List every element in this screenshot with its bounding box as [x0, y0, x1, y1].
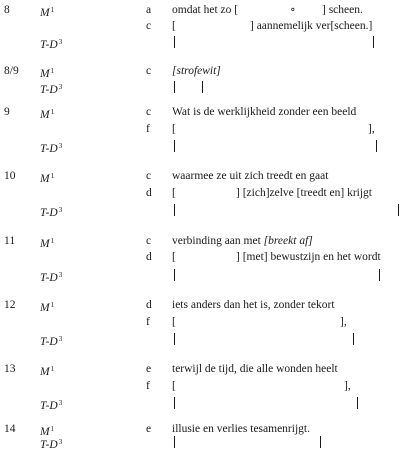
line-number: 14: [4, 423, 16, 435]
variant-text: terwijl de tijd, die alle wonden heelt: [172, 363, 338, 375]
witness-td3: $T-D^3$: [40, 399, 63, 412]
variant-text: omdat het zo [: [172, 4, 239, 16]
witness-td3: $T-D^3$: [40, 335, 63, 348]
witness-td3: $T-D^3$: [40, 271, 63, 284]
collation-bar: [174, 204, 175, 216]
variant-text: iets anders dan het is, zonder tekort: [172, 299, 335, 311]
witness-td3-row: [0, 202, 406, 218]
variant-text: [strofewit]: [172, 65, 221, 77]
variant-text: illusie en verlies tesamenrijgt.: [172, 423, 310, 435]
witness-td3: $T-D^3$: [40, 206, 63, 219]
apparatus-line-12-variant: [0, 314, 406, 330]
witness-m1: $M^1$: [40, 237, 55, 250]
line-number: 13: [4, 363, 16, 375]
collation-bar: [174, 140, 175, 152]
column-letter: d: [146, 187, 152, 199]
line-number: 11: [4, 235, 16, 247]
variant-bracket: [: [172, 316, 176, 328]
witness-td3-row: [0, 138, 406, 154]
line-number: 12: [4, 299, 16, 311]
apparatus-line-11: [0, 233, 406, 249]
variant-bracket: [: [172, 20, 176, 32]
apparatus-line-13: [0, 361, 406, 377]
variant-text: ] aannemelijk ver[scheen.]: [250, 20, 373, 32]
variant-text: ] [zich]zelve [treedt en] krijgt: [236, 187, 373, 199]
witness-td3: $T-D^3$: [40, 38, 63, 51]
witness-m1: $M^1$: [40, 6, 55, 19]
collation-bar: [174, 436, 175, 448]
witness-td3: $T-D^3$: [40, 438, 63, 451]
variant-bracket: ],: [340, 316, 347, 328]
apparatus-line-9: [0, 104, 406, 120]
column-letter: c: [146, 20, 152, 32]
witness-td3-row: [0, 267, 406, 283]
variant-bracket: [: [172, 123, 176, 135]
column-letter: f: [146, 380, 150, 392]
apparatus-line-10-variant: [0, 185, 406, 201]
witness-m1: $M^1$: [40, 365, 55, 378]
column-letter: d: [146, 299, 152, 311]
apparatus-line-8: [0, 2, 406, 18]
variant-bracket: [: [172, 187, 176, 199]
line-number: 8/9: [4, 65, 19, 77]
collation-bar: [174, 397, 175, 409]
collation-bar: [398, 204, 399, 216]
apparatus-line-8-variant: [0, 18, 406, 34]
line-number: 10: [4, 170, 16, 182]
witness-td3: $T-D^3$: [40, 83, 63, 96]
witness-m1: $M^1$: [40, 425, 55, 438]
column-letter: c: [146, 65, 152, 77]
witness-m1: $M^1$: [40, 67, 55, 80]
variant-text: ] scheen.: [322, 4, 363, 16]
column-letter: c: [146, 106, 152, 118]
column-letter: e: [146, 423, 152, 435]
witness-td3-row: [0, 79, 406, 95]
apparatus-line-8-9: [0, 63, 406, 79]
witness-td3: $T-D^3$: [40, 142, 63, 155]
collation-bar: [202, 81, 203, 93]
collation-bar: [353, 333, 354, 345]
column-letter: f: [146, 316, 150, 328]
collation-bar: [357, 397, 358, 409]
apparatus-line-11-variant: [0, 249, 406, 265]
apparatus-line-10: [0, 168, 406, 184]
witness-td3-row: [0, 434, 406, 450]
collation-bar: [174, 36, 175, 48]
variant-text: Wat is de werklijkheid zonder een beeld: [172, 106, 357, 118]
apparatus-line-12: [0, 297, 406, 313]
collation-bar: [320, 436, 321, 448]
collation-bar: [174, 81, 175, 93]
collation-bar: [174, 333, 175, 345]
collation-bar: [373, 36, 374, 48]
variant-text: ] [met] bewustzijn en het wordt: [236, 251, 381, 263]
column-letter: d: [146, 251, 152, 263]
apparatus-line-13-variant: [0, 378, 406, 394]
variant-bracket: [: [172, 380, 176, 392]
column-letter: a: [146, 4, 152, 16]
line-number: 9: [4, 106, 10, 118]
column-letter: e: [146, 363, 152, 375]
collation-bar: [379, 269, 380, 281]
variant-bracket: ],: [344, 380, 351, 392]
witness-m1: $M^1$: [40, 172, 55, 185]
collation-bar: [174, 269, 175, 281]
line-number: 8: [4, 4, 10, 16]
witness-td3-row: [0, 331, 406, 347]
column-letter: c: [146, 170, 152, 182]
witness-m1: $M^1$: [40, 301, 55, 314]
column-letter: c: [146, 235, 152, 247]
variant-text: verbinding aan met [breekt af]: [172, 235, 313, 247]
column-letter: f: [146, 123, 150, 135]
witness-m1: $M^1$: [40, 108, 55, 121]
witness-td3-row: [0, 395, 406, 411]
variant-bracket: [: [172, 251, 176, 263]
variant-bracket: ],: [368, 123, 375, 135]
variant-text: waarmee ze uit zich treedt en gaat: [172, 170, 329, 182]
apparatus-line-9-variant: [0, 121, 406, 137]
variant-circle: ∘: [290, 4, 296, 16]
collation-bar: [376, 140, 377, 152]
witness-td3-row: [0, 34, 406, 50]
